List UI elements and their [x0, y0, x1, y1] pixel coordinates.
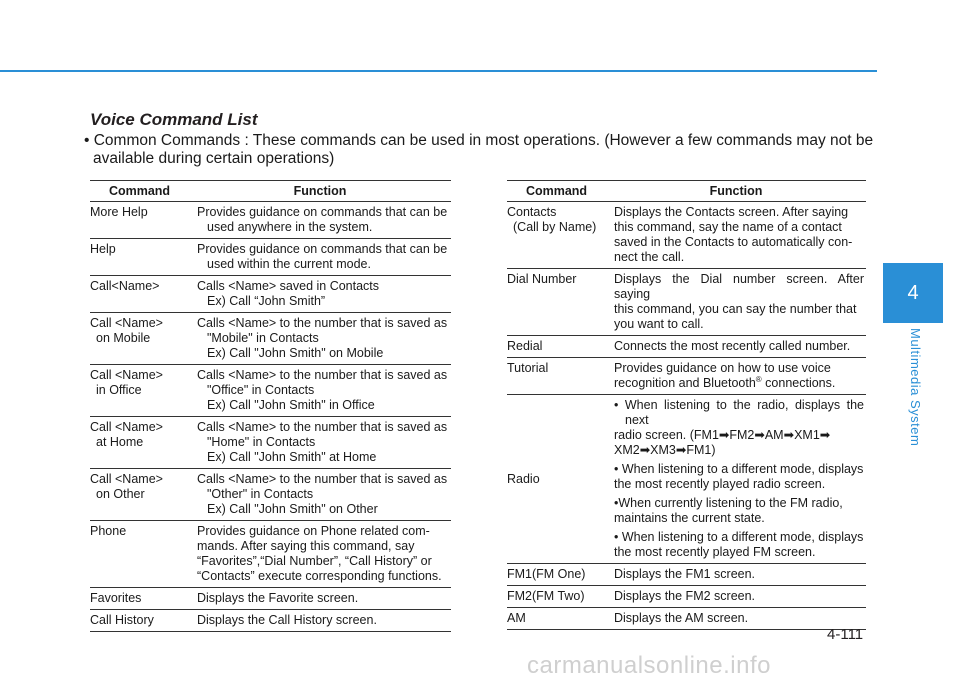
function-line: Calls <Name> saved in Contacts — [197, 279, 380, 293]
command-cell — [90, 469, 189, 521]
function-line: Calls <Name> to the number that is saved as — [197, 472, 448, 486]
function-line: Ex) Call "John Smith" in Office — [207, 398, 375, 412]
table-row — [90, 365, 451, 417]
table-row — [90, 588, 451, 610]
command-header: Command — [507, 181, 606, 202]
function-line: Provides guidance on Phone related com- — [197, 524, 430, 538]
function-line: Ex) Call "John Smith" on Mobile — [207, 346, 384, 360]
function-cell — [606, 336, 866, 358]
command-cell — [507, 564, 606, 586]
function-header: Function — [606, 181, 866, 202]
function-line: "Home" in Contacts — [207, 435, 316, 449]
function-line: you want to call. — [614, 317, 704, 331]
function-cell — [189, 469, 451, 521]
chapter-tab: 4 — [883, 263, 943, 323]
command-cell — [507, 608, 606, 630]
intro-line-2: available during certain operations) — [93, 150, 335, 167]
function-line: Provides guidance on how to use voice — [614, 361, 831, 375]
function-line: used anywhere in the system. — [207, 220, 373, 234]
top-rule — [0, 70, 877, 72]
command-cell — [90, 521, 189, 588]
command-line: Contacts — [507, 205, 557, 219]
function-line: Provides guidance on commands that can be — [197, 242, 448, 256]
command-cell — [90, 239, 189, 276]
function-cell — [189, 588, 451, 610]
function-line: Displays the FM1 screen. — [614, 567, 756, 581]
right-table-body — [507, 202, 866, 358]
function-cell — [189, 610, 451, 632]
function-line: Displays the AM screen. — [614, 611, 749, 625]
function-line: “Favorites”,“Dial Number”, “Call History” or — [197, 554, 432, 568]
function-line: this command, you can say the number that — [614, 302, 857, 316]
function-line: Displays the FM2 screen. — [614, 589, 756, 603]
table-row — [507, 336, 866, 358]
table-row — [507, 564, 866, 586]
function-line: Displays the Contacts screen. After saying — [614, 205, 849, 219]
function-line: Connects the most recently called number. — [614, 339, 851, 353]
function-line: Ex) Call "John Smith" at Home — [207, 450, 377, 464]
function-line: "Mobile" in Contacts — [207, 331, 319, 345]
table-row — [90, 521, 451, 588]
registered-mark: ® — [755, 374, 762, 384]
radio-bullet-line: • When listening to a different mode, displays — [614, 530, 864, 544]
function-cell — [189, 521, 451, 588]
function-line: Calls <Name> to the number that is saved as — [197, 368, 448, 382]
command-table-right — [507, 180, 866, 630]
table-row — [90, 417, 451, 469]
function-text: recognition and Bluetooth — [614, 376, 756, 390]
radio-bullet-line: •When currently listening to the FM radio, — [614, 496, 843, 510]
table-header-row — [90, 181, 451, 202]
chapter-label: Multimedia System — [908, 328, 923, 447]
command-line: Favorites — [90, 591, 142, 605]
function-cell — [189, 202, 451, 239]
command-line: (Call by Name) — [513, 220, 597, 234]
command-header: Command — [90, 181, 189, 202]
function-cell — [606, 202, 866, 269]
function-cell — [606, 395, 866, 564]
command-line: Call<Name> — [90, 279, 160, 293]
command-cell — [90, 610, 189, 632]
table-row-tutorial — [507, 358, 866, 395]
function-line: saved in the Contacts to automatically con- — [614, 235, 853, 249]
command-line: on Mobile — [96, 331, 151, 345]
command-cell — [507, 336, 606, 358]
function-line: "Office" in Contacts — [207, 383, 315, 397]
function-cell — [189, 239, 451, 276]
function-line: nect the call. — [614, 250, 685, 264]
command-cell — [90, 202, 189, 239]
radio-bullet-line: • When listening to the radio, displays the next — [614, 398, 864, 427]
command-line: Dial Number — [507, 272, 577, 286]
page-number: 4-111 — [827, 626, 864, 643]
function-header: Function — [189, 181, 451, 202]
radio-bullet-item — [614, 398, 864, 458]
command-cell — [90, 365, 189, 417]
command-line: AM — [507, 611, 526, 625]
function-line: Calls <Name> to the number that is saved as — [197, 420, 448, 434]
function-line: Displays the Call History screen. — [197, 613, 377, 627]
function-cell — [606, 358, 866, 395]
intro-paragraph — [84, 132, 880, 168]
function-cell — [606, 564, 866, 586]
table-row-radio — [507, 395, 866, 564]
radio-bullet-line: the most recently played radio screen. — [614, 477, 826, 491]
command-line: Call <Name> — [90, 368, 163, 382]
command-cell — [507, 269, 606, 336]
table-row — [90, 469, 451, 521]
radio-bullet-line: • When listening to a different mode, displays — [614, 462, 864, 476]
command-line: Phone — [90, 524, 127, 538]
table-row — [507, 269, 866, 336]
command-line: on Other — [96, 487, 145, 501]
function-line: “Contacts” execute corresponding functions. — [197, 569, 442, 583]
table-row — [90, 610, 451, 632]
radio-bullet-line: the most recently played FM screen. — [614, 545, 816, 559]
command-cell — [90, 276, 189, 313]
command-line: Call History — [90, 613, 154, 627]
right-table-body-end — [507, 564, 866, 630]
command-line: FM2(FM Two) — [507, 589, 585, 603]
command-cell — [90, 588, 189, 610]
function-line: Calls <Name> to the number that is saved as — [197, 316, 448, 330]
function-line: Displays the Dial number screen. After saying — [614, 272, 864, 301]
table-row — [90, 276, 451, 313]
radio-bullet-item — [614, 530, 864, 560]
function-cell — [606, 586, 866, 608]
function-line: Provides guidance on commands that can be — [197, 205, 448, 219]
command-line: FM1(FM One) — [507, 567, 586, 581]
intro-line-1: • Common Commands : These commands can be used in most operations. (However a few commands may not be — [84, 132, 874, 149]
command-line: Redial — [507, 339, 543, 353]
table-row — [90, 202, 451, 239]
function-line: used within the current mode. — [207, 257, 371, 271]
watermark: carmanualsonline.info — [527, 652, 771, 679]
function-line: this command, say the name of a contact — [614, 220, 842, 234]
table-row — [507, 586, 866, 608]
radio-bullet-item — [614, 462, 864, 492]
radio-bullet-item — [614, 496, 864, 526]
radio-bullet-line: maintains the current state. — [614, 511, 765, 525]
command-line: Call <Name> — [90, 316, 163, 330]
function-line: "Other" in Contacts — [207, 487, 314, 501]
function-line: Ex) Call “John Smith” — [207, 294, 326, 308]
function-cell — [189, 417, 451, 469]
table-row — [90, 313, 451, 365]
function-cell — [606, 269, 866, 336]
command-cell — [90, 417, 189, 469]
function-cell — [189, 276, 451, 313]
function-cell — [189, 313, 451, 365]
command-line: Call <Name> — [90, 420, 163, 434]
radio-bullet-line: XM2➡XM3➡FM1) — [614, 443, 716, 457]
command-cell — [90, 313, 189, 365]
section-title: Voice Command List — [90, 110, 258, 129]
radio-bullet-line: radio screen. (FM1➡FM2➡AM➡XM1➡ — [614, 428, 831, 442]
command-line: More Help — [90, 205, 148, 219]
table-row — [90, 239, 451, 276]
table-row — [507, 608, 866, 630]
command-line: Help — [90, 242, 116, 256]
command-table-left — [90, 180, 451, 632]
function-line: Displays the Favorite screen. — [197, 591, 359, 605]
command-line: at Home — [96, 435, 144, 449]
command-cell — [507, 202, 606, 269]
command-line: Call <Name> — [90, 472, 163, 486]
function-line: mands. After saying this command, say — [197, 539, 415, 553]
table-row — [507, 202, 866, 269]
function-text: connections. — [761, 376, 836, 390]
command-cell — [507, 586, 606, 608]
command-cell: Radio — [507, 395, 606, 564]
function-line — [614, 376, 864, 391]
table-header-row — [507, 181, 866, 202]
command-cell: Tutorial — [507, 358, 606, 395]
function-cell — [189, 365, 451, 417]
tutorial-radio-body — [507, 358, 866, 564]
command-line: in Office — [96, 383, 142, 397]
left-table-body — [90, 202, 451, 632]
function-line: Ex) Call "John Smith" on Other — [207, 502, 378, 516]
